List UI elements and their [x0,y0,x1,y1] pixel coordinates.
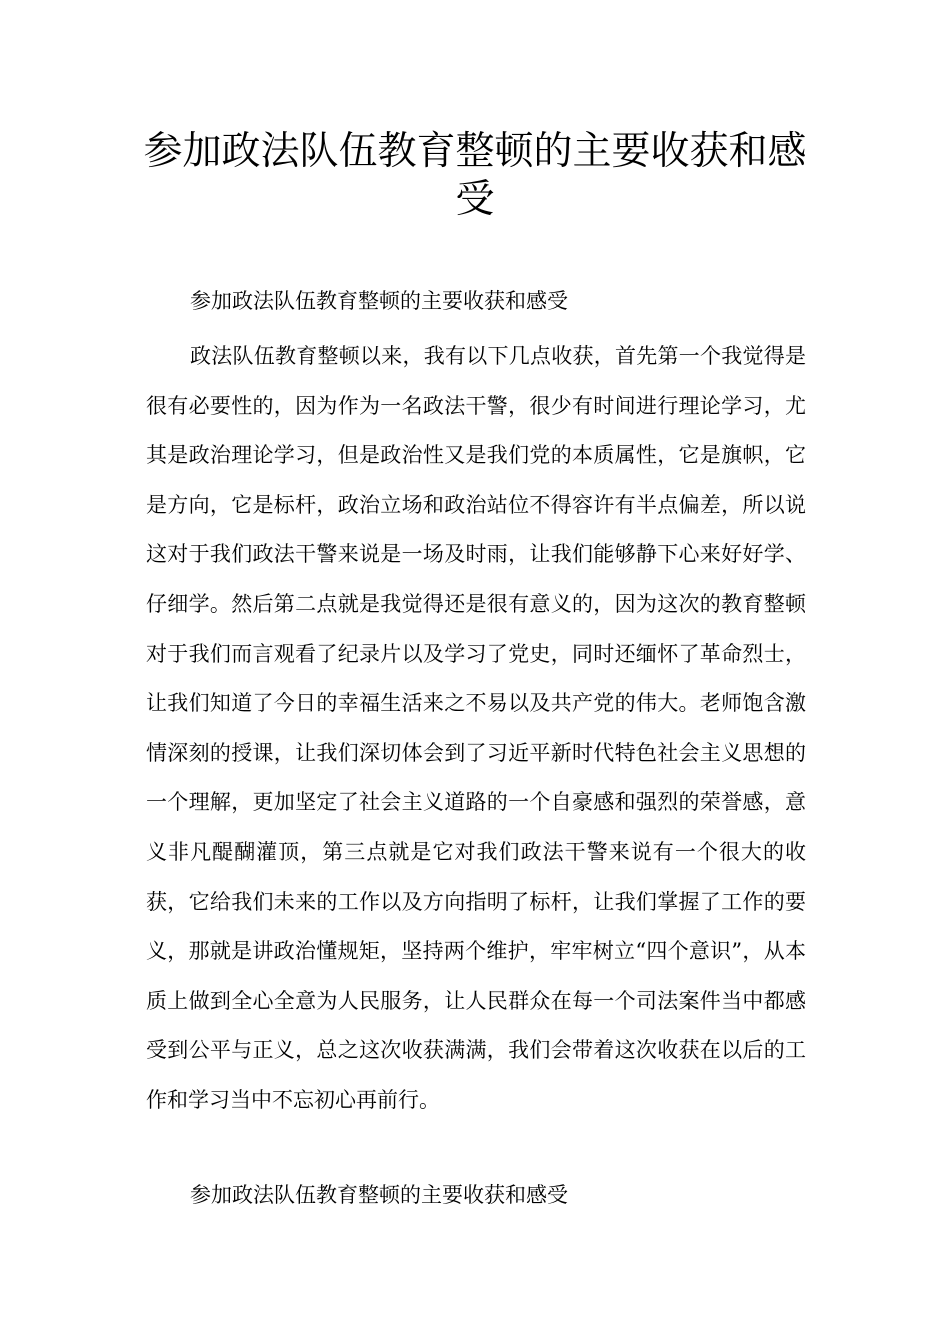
body-paragraph: 政法队伍教育整顿以来，我有以下几点收获，首先第一个我觉得是很有必要性的，因为作为一名政法干警，很少有时间进行理论学习，尤其是政治理论学习，但是政治性又是我们党的本质属性，它是旗帜，它是方向，它是标杆，政治立场和政治站位不得容许有半点偏差，所以说这对于我们政法干警来说是一场及时雨，让我们能够静下心来好好学、仔细学。然后第二点就是我觉得还是很有意义的，因为这次的教育整顿对于我们而言观看了纪录片以及学习了党史，同时还缅怀了革命烈士，让我们知道了今日的幸福生活来之不易以及共产党的伟大。老师饱含激情深刻的授课，让我们深切体会到了习近平新时代特色社会主义思想的一个理解，更加坚定了社会主义道路的一个自豪感和强烈的荣誉感，意义非凡醍醐灌顶，第三点就是它对我们政法干警来说有一个很大的收获，它给我们未来的工作以及方向指明了标杆，让我们掌握了工作的要义，那就是讲政治懂规矩，坚持两个维护，牢牢树立“四个意识”，从本质上做到全心全意为人民服务，让人民群众在每一个司法案件当中都感受到公平与正义，总之这次收获满满，我们会带着这次收获在以后的工作和学习当中不忘初心再前行。 [146,344,806,1112]
section-heading-1 [146,289,816,313]
section-heading-2-text: 参加政法队伍教育整顿的主要收获和感受 [190,1183,568,1207]
document-title: 参加政法队伍教育整顿的主要收获和感受 [143,129,807,222]
section-heading-2 [146,1183,816,1207]
section-heading-1-text: 参加政法队伍教育整顿的主要收获和感受 [190,289,568,313]
